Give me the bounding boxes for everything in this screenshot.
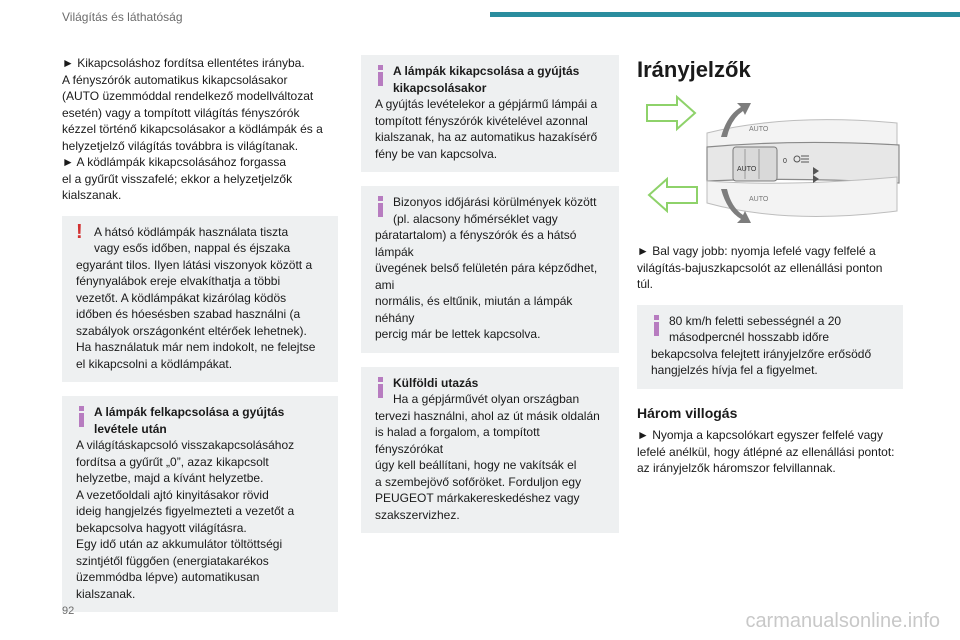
exclamation-warning-icon: !	[76, 220, 83, 243]
info-line: Bizonyos időjárási körülmények között	[393, 195, 597, 209]
column-2	[361, 55, 619, 533]
column-1	[62, 55, 338, 612]
info-line: páratartalom) a fényszórók és a hátsó lámpák	[375, 228, 577, 259]
arrow-right-up-icon	[647, 97, 695, 129]
arrow-left-down-icon	[649, 179, 697, 211]
body-line: világítás-bajuszkapcsolót az ellenállási ponton	[637, 260, 883, 275]
header-accent-bar	[490, 12, 960, 17]
info-icon	[377, 196, 383, 218]
body-line: az irányjelzők háromszor felvillannak.	[637, 461, 836, 475]
info-line: Ha a gépjárművét olyan országban	[393, 392, 580, 406]
info-line: Egy idő után az akkumulátor töltöttségi	[76, 537, 283, 551]
watermark: carmanualsonline.info	[745, 610, 940, 632]
warning-line: vagy esős időben, nappal és éjszaka	[94, 241, 291, 255]
body-line: A fényszórók automatikus kikapcsolásakor	[62, 72, 288, 87]
running-header: Világítás és láthatóság	[62, 10, 183, 24]
warning-line: szabályok országonként eltérőek lehetnek).	[76, 323, 307, 338]
info-line: üzemmódba lépve) automatikusan	[76, 570, 260, 584]
info-title: Külföldi utazás	[393, 375, 479, 390]
body-line: (AUTO üzemmóddal rendelkező modellváltozat	[62, 89, 314, 103]
info-box	[361, 186, 619, 353]
section-heading: Irányjelzők	[637, 57, 751, 82]
info-line: bekapcsolva felejtett irányjelzőre erősödő	[651, 346, 872, 361]
info-title: A lámpák felkapcsolása a gyújtás	[94, 405, 285, 419]
info-line: másodpercnél hosszabb időre	[669, 330, 830, 344]
info-line: ideig hangjelzés figyelmezteti a vezetőt a	[76, 504, 295, 518]
info-line: üvegének belső felületén pára képződhet, ami	[375, 261, 598, 292]
warning-line: el kikapcsolni a ködlámpákat.	[76, 356, 233, 371]
warning-line: vezetőt. A ködlámpákat kizárólag ködös	[76, 290, 287, 305]
info-line: (pl. alacsony hőmérséklet vagy	[393, 211, 558, 226]
warning-box	[62, 216, 338, 383]
body-line: kialszanak.	[62, 188, 122, 202]
info-icon	[377, 65, 383, 87]
body-line: kézzel történő kikapcsolásakor a ködlámpák és a	[62, 122, 323, 136]
warning-line: Ha használatuk már nem indokolt, ne felejtse	[76, 340, 316, 354]
info-line: úgy kell beállítani, hogy ne vakítsák el	[375, 458, 577, 472]
stalk-main	[707, 142, 899, 183]
warning-line: A hátsó ködlámpák használata tiszta	[94, 224, 289, 239]
warning-line: fénynyalábok ereje elvakíthatja a többi	[76, 274, 281, 288]
info-title: A lámpák kikapcsolása a gyújtás	[393, 64, 580, 78]
body-line: ► A ködlámpák kikapcsolásához forgassa	[62, 155, 286, 169]
body-line: ► Kikapcsoláshoz fordítsa ellentétes irányba.	[62, 56, 305, 70]
info-line: hangjelzés hívja fel a figyelmet.	[651, 363, 818, 377]
turn-signal-stalk-illustration	[637, 93, 903, 233]
body-line: ► Bal vagy jobb: nyomja lefelé vagy felfelé a	[637, 244, 876, 258]
info-line: A világításkapcsoló visszakapcsolásához	[76, 438, 295, 452]
info-line: bekapcsolva hagyott világításra.	[76, 520, 247, 535]
body-line: helyzetjelző világítás továbbra is világítanak.	[62, 138, 299, 153]
info-line: a szembejövő sofőröket. Forduljon egy	[375, 474, 582, 489]
info-line: 80 km/h feletti sebességnél a 20	[669, 313, 842, 328]
info-line: szakszervizhez.	[375, 507, 460, 522]
body-line: ► Nyomja a kapcsolókart egyszer felfelé vagy	[637, 428, 883, 442]
stalk-diagram	[637, 93, 903, 233]
info-line: PEUGEOT márkakereskedéshez vagy	[375, 491, 580, 505]
info-icon	[653, 315, 659, 337]
info-box	[637, 305, 903, 389]
subsection-heading: Három villogás	[637, 404, 738, 421]
info-box	[62, 396, 338, 612]
info-title: kikapcsolásakor	[393, 80, 487, 95]
body-line: esetén) vagy a tompított világítás fényszórók	[62, 105, 300, 120]
info-line: normális, és eltűnik, miután a lámpák néhány	[375, 294, 573, 325]
info-line: A gyújtás levételekor a gépjármű lámpái a	[375, 97, 598, 111]
info-title: levétele után	[94, 421, 167, 436]
info-line: fordítsa a gyűrűt „0”, azaz kikapcsolt	[76, 454, 269, 469]
info-line: tompított fényszórók kivételével azonnal	[375, 113, 588, 128]
info-icon	[78, 406, 84, 428]
info-line: fény be van kapcsolva.	[375, 146, 498, 161]
info-line: szintjétől függően (energiatakarékos	[76, 553, 269, 568]
info-icon	[377, 377, 383, 399]
page-number: 92	[62, 605, 75, 617]
info-box	[361, 367, 619, 534]
stalk-label: AUTO	[749, 196, 769, 203]
info-line: tervezi használni, ahol az út másik oldalán	[375, 408, 600, 423]
warning-line: időben és hóesésben szabad használni (a	[76, 307, 301, 321]
body-line: el a gyűrűt visszafelé; ekkor a helyzetjelzők	[62, 171, 293, 186]
body-line: túl.	[637, 277, 654, 291]
stalk-label: AUTO	[749, 126, 769, 133]
info-line: helyzetbe, majd a kívánt helyzetbe.	[76, 471, 264, 485]
info-line: kialszanak, ha az automatikus hazakísérő	[375, 130, 598, 144]
column-3	[637, 55, 903, 477]
warning-line: egyaránt tilos. Ilyen látási viszonyok között a	[76, 257, 313, 272]
stalk-label: 0	[783, 158, 787, 165]
info-line: percig már be lettek kapcsolva.	[375, 327, 541, 341]
info-box	[361, 55, 619, 172]
info-line: is halad a forgalom, a tompított fényszórókat	[375, 425, 540, 456]
info-line: A vezetőoldali ajtó kinyitásakor rövid	[76, 487, 269, 502]
stalk-label: AUTO	[737, 166, 757, 173]
body-line: lefelé anélkül, hogy átlépné az ellenállási pontot:	[637, 444, 895, 459]
info-line: kialszanak.	[76, 586, 136, 601]
